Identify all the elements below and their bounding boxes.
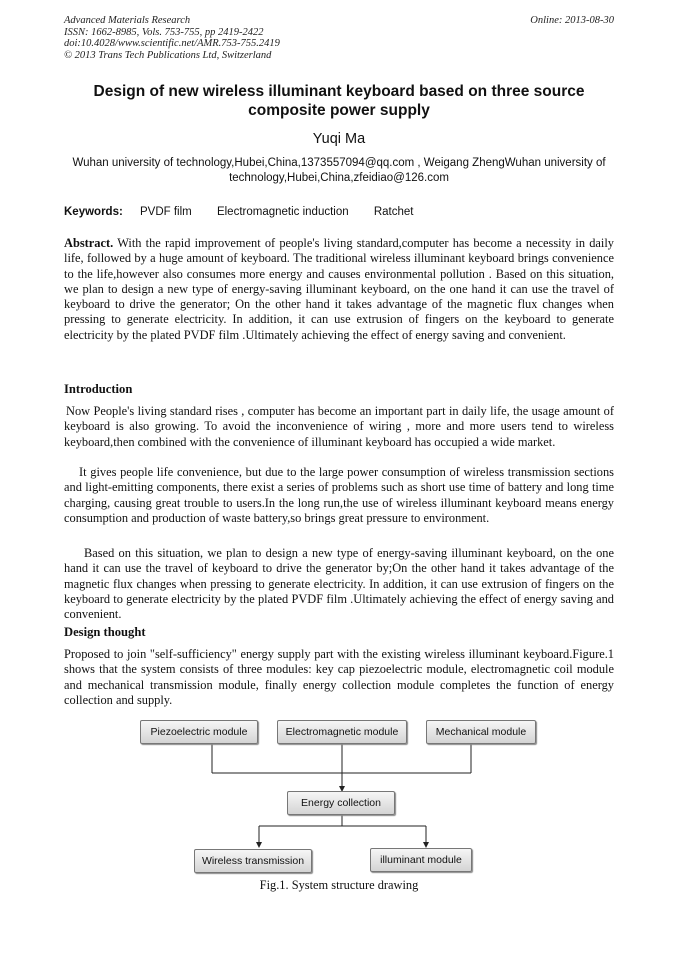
issn-line: ISSN: 1662-8985, Vols. 753-755, pp 2419-2422 (64, 26, 264, 38)
design-heading: Design thought (64, 625, 146, 639)
illuminant-module-box: illuminant module (370, 848, 472, 872)
intro-paragraph-1: Now People's living standard rises , computer has become an important part in daily life, the usage amount of keyboard is also growing. To avoid the inconvenience of wiring , more and more users tend to wireless keyboard,then combined with the convenience of illuminant keyboard has occupied a wide market. (64, 404, 614, 449)
electromagnetic-module-box: Electromagnetic module (277, 720, 407, 744)
intro-paragraph-2: It gives people life convenience, but due to the large power consumption of wireless transmission sections and light-emitting components, there exist a series of problems such as short use time of battery and long time charging, causing great trouble to users.In the long run,the use of wireless illuminant keyboard means energy consumption and production of waste battery,so brings great pressure to environment. (64, 465, 614, 525)
abstract-paragraph (64, 236, 614, 343)
system-structure-diagram (130, 712, 550, 877)
online-date: Online: 2013-08-30 (530, 15, 614, 26)
keyword-item: PVDF film (140, 206, 192, 218)
keywords-line (64, 206, 435, 218)
affiliation: Wuhan university of technology,Hubei,China,1373557094@qq.com , Weigang ZhengWuhan university of technology,Hubei,China,zfeidiao@126.com (72, 157, 606, 184)
abstract-label: Abstract. (64, 236, 114, 250)
figure-caption: Fig.1. System structure drawing (259, 878, 419, 892)
copyright-line: © 2013 Trans Tech Publications Ltd, Switzerland (64, 49, 272, 61)
keywords-label: Keywords: (64, 206, 123, 218)
abstract-text: With the rapid improvement of people's living standard,computer has become a necessity in daily life, followed by a huge amount of keyboard. The traditional wireless illuminant keyboard brings convenience to the life,however also consumes more energy and causes environmental pollution . Based on this situation, we plan to design a new type of energy-saving illuminant keyboard, on the one hand it can use the travel of keyboard to drive the generator; On the other hand it takes advantage of the magnetic flux changes when pressing to generate electricity. In addition, it can use extrusion of fingers on the keyboard to generate electricity by the plated PVDF film .Ultimately achieving the effect of energy saving and convenient. (64, 236, 615, 342)
wireless-transmission-box: Wireless transmission (194, 849, 312, 873)
journal-name: Advanced Materials Research (64, 15, 191, 26)
intro-paragraph-3: Based on this situation, we plan to design a new type of energy-saving illuminant keyboard, on the one hand it can use the travel of keyboard to drive the generator by;On the other hand it takes advantage of the magnetic flux changes when pressing to generate electricity. In addition, it can use extrusion of fingers on the keyboard to generate electricity by the plated PVDF film .Ultimately achieving the effect of energy saving and convenient. (64, 546, 614, 622)
journal-header (64, 15, 280, 61)
introduction-heading: Introduction (64, 382, 133, 396)
mechanical-module-box: Mechanical module (426, 720, 536, 744)
paper-title: Design of new wireless illuminant keyboard based on three source composite power supply (93, 83, 585, 119)
energy-collection-box: Energy collection (287, 791, 395, 815)
author-name: Yuqi Ma (312, 131, 366, 147)
keyword-item: Electromagnetic induction (216, 206, 349, 218)
doi-line[interactable]: doi:10.4028/www.scientific.net/AMR.753-755.2419 (64, 38, 280, 49)
design-paragraph-1: Proposed to join "self-sufficiency" energy supply part with the existing wireless illuminant keyboard.Figure.1 shows that the system consists of three modules: key cap piezoelectric module, electromagnetic coil module and mechanical transmission module, finally energy collection module completes the function of energy collection and supply. (64, 647, 614, 707)
piezoelectric-module-box: Piezoelectric module (140, 720, 258, 744)
keyword-item: Ratchet (373, 206, 414, 218)
